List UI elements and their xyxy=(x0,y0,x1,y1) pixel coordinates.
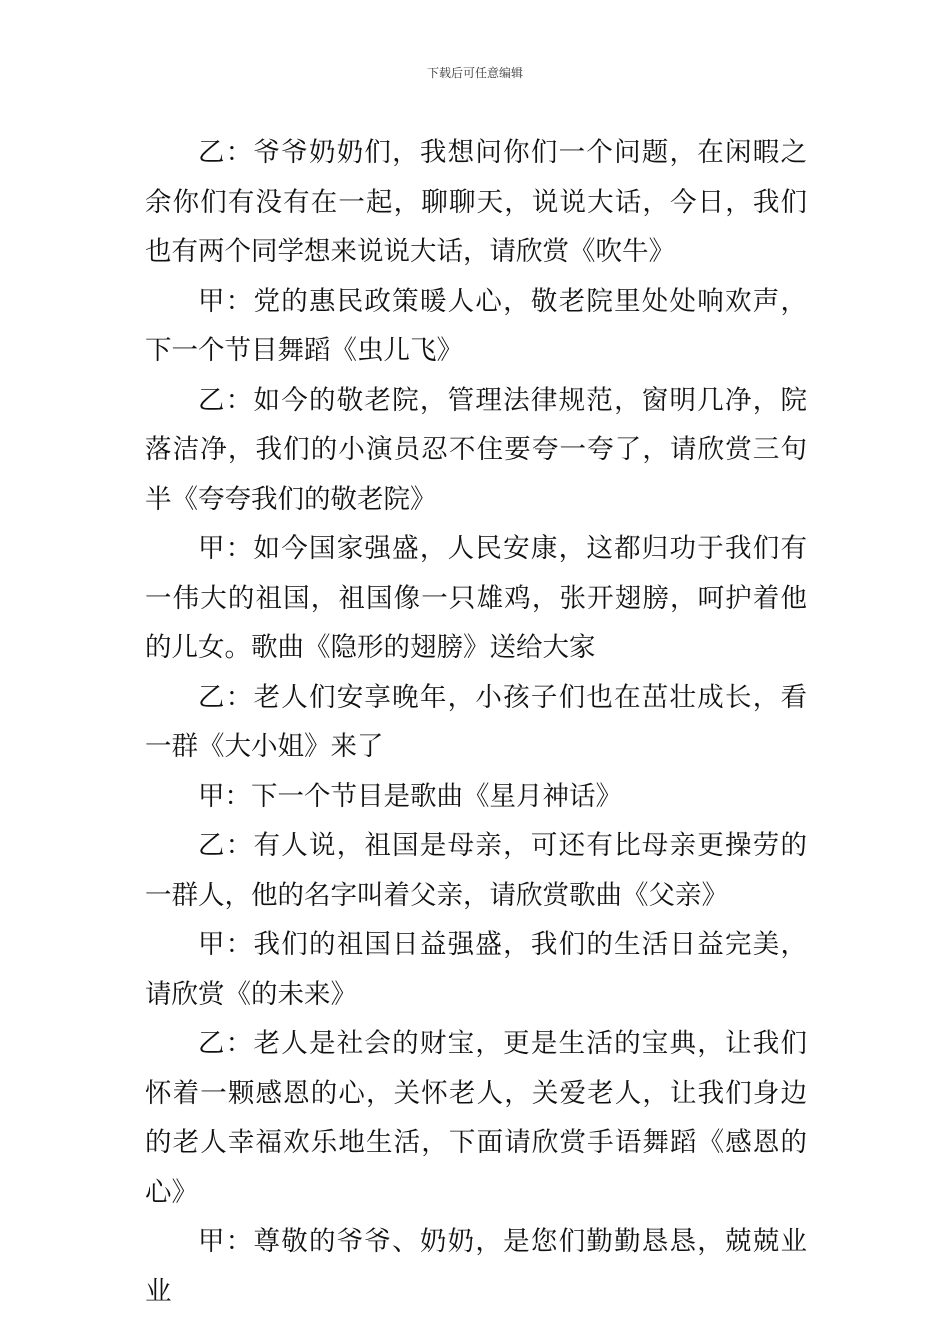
paragraph: 甲：下一个节目是歌曲《星月神话》 xyxy=(198,780,622,812)
paragraph: 乙：老人们安享晚年，小孩子们也在茁壮成长，看一群《大小姐》来了 xyxy=(145,681,807,762)
paragraph: 乙：老人是社会的财宝，更是生活的宝典，让我们怀着一颗感恩的心，关怀老人，关爱老人，让我们身边的老人幸福欢乐地生活，下面请欣赏手语舞蹈《感恩的心》 xyxy=(145,1028,807,1208)
paragraph: 乙：有人说，祖国是母亲，可还有比母亲更操劳的一群人，他的名字叫着父亲，请欣赏歌曲《父亲》 xyxy=(145,830,807,911)
paragraph: 乙：爷爷奶奶们，我想问你们一个问题，在闲暇之余你们有没有在一起，聊聊天，说说大话，今日，我们也有两个同学想来说说大话，请欣赏《吹牛》 xyxy=(145,137,807,267)
paragraph: 甲：尊敬的爷爷、奶奶，是您们勤勤恳恳，兢兢业业 xyxy=(145,1226,807,1307)
paragraph: 甲：我们的祖国日益强盛，我们的生活日益完美，请欣赏《的未来》 xyxy=(145,929,807,1010)
paragraph: 甲：如今国家强盛，人民安康，这都归功于我们有一伟大的祖国，祖国像一只雄鸡，张开翅膀，呵护着他的儿女。歌曲《隐形的翅膀》送给大家 xyxy=(145,533,807,663)
paragraph: 乙：如今的敬老院，管理法律规范，窗明几净，院落洁净，我们的小演员忍不住要夸一夸了，请欣赏三句半《夸夸我们的敬老院》 xyxy=(145,384,807,515)
page-header: 下载后可任意编辑 xyxy=(426,66,523,80)
document-body xyxy=(145,128,807,1316)
paragraph: 甲：党的惠民政策暖人心，敬老院里处处响欢声，下一个节目舞蹈《虫儿飞》 xyxy=(145,285,807,366)
